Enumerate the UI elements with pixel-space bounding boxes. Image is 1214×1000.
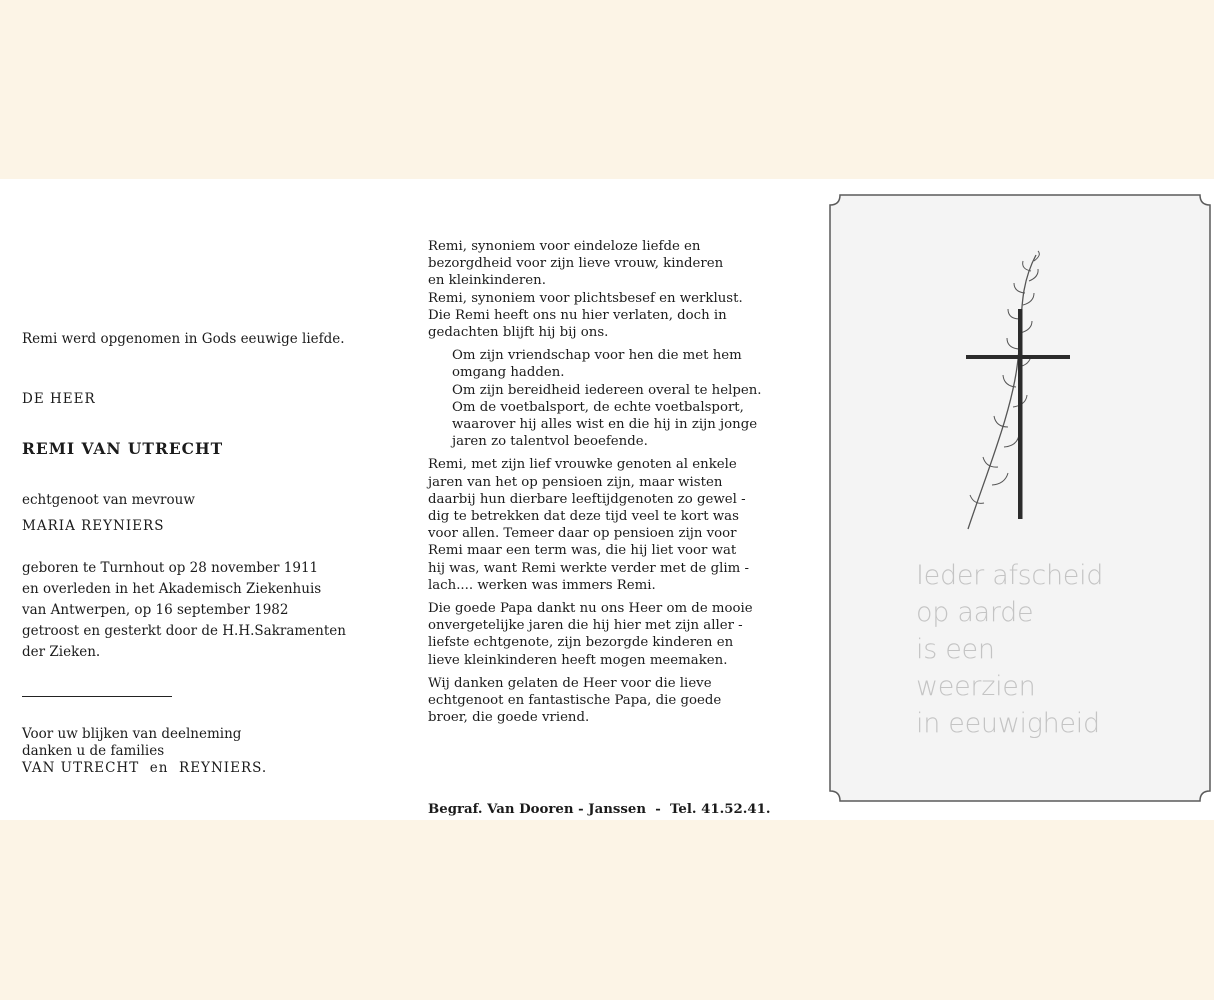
text-line: Om de voetbalsport, de echte voetbalsport, (452, 399, 744, 415)
text-line: Die goede Papa dankt nu ons Heer om de mooie (428, 601, 753, 617)
text-line: jaren zo talentvol beoefende. (452, 434, 648, 450)
divider (22, 696, 172, 697)
title-text: DE HEER (22, 391, 96, 407)
text-line: lach.... werken was immers Remi. (428, 577, 656, 593)
text-line: waarover hij alles wist en die hij in zijn jonge (452, 417, 758, 433)
text-line: hij was, want Remi werkte verder met de glim - (428, 560, 749, 576)
life-line: der Zieken. (22, 644, 101, 660)
cross-with-olive-branch-icon (958, 249, 1078, 539)
text-line: Remi, synoniem voor eindeloze liefde en (428, 239, 701, 254)
text-line: voor allen. Temeer daar op pensioen zijn voor (428, 526, 737, 542)
text-line: liefste echtgenote, zijn bezorgde kinderen en (428, 635, 734, 651)
poem-line: is een (916, 634, 995, 665)
undertaker-footer: Begraf. Van Dooren - Janssen - Tel. 41.52.41. (428, 802, 771, 817)
life-line: en overleden in het Akademisch Ziekenhuis (22, 581, 322, 597)
text-line: Die Remi heeft ons nu hier verlaten, doch in (428, 307, 727, 323)
thanks-line: VAN UTRECHT en REYNIERS. (22, 760, 268, 776)
text-line: broer, die goede vriend. (428, 710, 590, 726)
text-line: echtgenoot en fantastische Papa, die goede (428, 693, 722, 709)
deceased-name: REMI VAN UTRECHT (22, 439, 224, 458)
text-line: jaren van het op pensioen zijn, maar wisten (428, 474, 723, 490)
paragraph-3 (428, 456, 788, 594)
text-line: en kleinkinderen. (428, 273, 546, 289)
text-line: onvergetelijke jaren die hij hier met zijn aller - (428, 618, 743, 634)
thanks-line: danken u de families (22, 743, 165, 759)
text-line: daarbij hun dierbare leeftijdgenoten zo gewel - (428, 491, 746, 507)
paragraph-2 (428, 347, 788, 450)
middle-panel (428, 238, 788, 732)
text-line: omgang hadden. (452, 365, 565, 381)
text-line: dig te betrekken dat deze tijd veel te kort was (428, 509, 739, 525)
poem-line: in eeuwigheid (916, 708, 1100, 739)
image-panel (828, 193, 1212, 805)
spouse-label: echtgenoot van mevrouw (22, 492, 195, 508)
text-line: Wij danken gelaten de Heer voor die lieve (428, 675, 712, 691)
text-line: bezorgdheid voor zijn lieve vrouw, kinderen (428, 256, 724, 272)
thanks-line: Voor uw blijken van deelneming (22, 726, 242, 742)
life-line: getroost en gesterkt door de H.H.Sakramenten (22, 623, 346, 639)
text-line: gedachten blijft hij bij ons. (428, 325, 609, 341)
paragraph-1 (428, 238, 788, 341)
poem-line: op aarde (916, 597, 1034, 628)
poem-line: Ieder afscheid (916, 560, 1104, 591)
text-line: Remi maar een term was, die hij liet voor wat (428, 543, 737, 559)
text-line: lieve kleinkinderen heeft mogen meemaken. (428, 652, 728, 668)
life-line: van Antwerpen, op 16 september 1982 (22, 602, 289, 618)
intro-text: Remi werd opgenomen in Gods eeuwige liefde. (22, 331, 345, 347)
text-line: Remi, synoniem voor plichtsbesef en werklust. (428, 290, 743, 306)
paragraph-4 (428, 600, 788, 669)
poem (916, 557, 1103, 742)
life-line: geboren te Turnhout op 28 november 1911 (22, 560, 319, 576)
memorial-card (0, 179, 1214, 820)
text-line: Remi, met zijn lief vrouwke genoten al enkele (428, 457, 737, 473)
poem-line: weerzien (916, 671, 1036, 702)
text-line: Om zijn vriendschap voor hen die met hem (452, 348, 742, 364)
text-line: Om zijn bereidheid iedereen overal te helpen. (452, 382, 762, 398)
paragraph-5 (428, 675, 788, 727)
spouse-name: MARIA REYNIERS (22, 518, 165, 534)
